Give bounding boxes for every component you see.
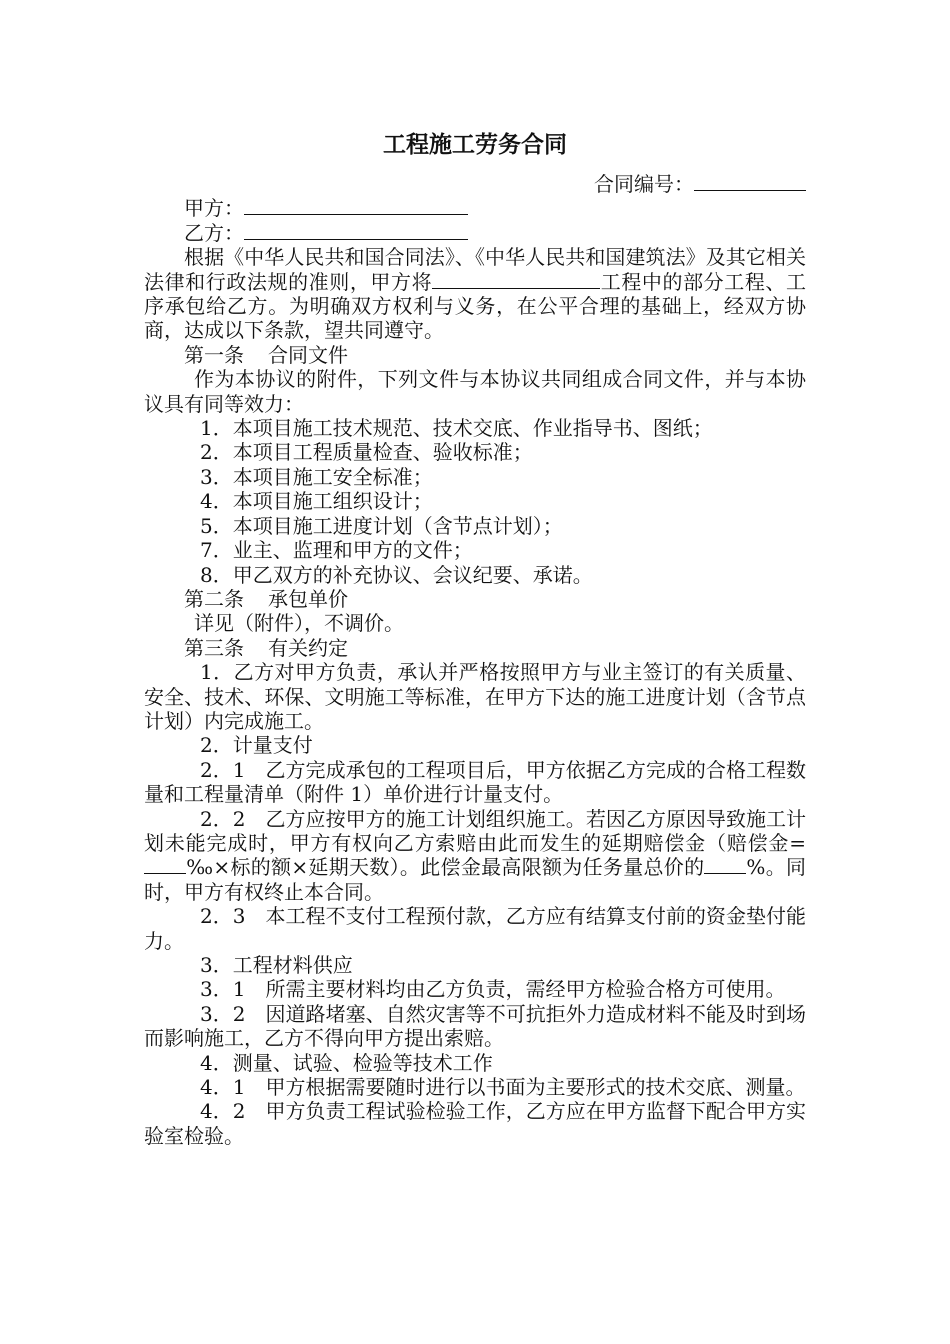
article-3-clause-2-1: 2．1 乙方完成承包的工程项目后，甲方依据乙方完成的合格工程数量和工程量清单（附件 1）单价进行计量支付。	[144, 757, 806, 807]
article-1-body: 作为本协议的附件，下列文件与本协议共同组成合同文件，并与本协议具有同等效力：	[144, 367, 806, 416]
article-3-clause-4-2: 4．2 甲方负责工程试验检验工作，乙方应在甲方监督下配合甲方实验室检验。	[144, 1099, 806, 1148]
article-1-item: 8．甲乙双方的补充协议、会议纪要、承诺。	[200, 562, 593, 587]
article-2-title: 承包单价	[268, 586, 348, 611]
article-1-item: 4．本项目施工组织设计；	[200, 489, 433, 514]
contract-number-line	[144, 172, 806, 196]
article-3-clause-2-3: 2．3 本工程不支付工程预付款，乙方应有结算支付前的资金垫付能力。	[144, 904, 806, 953]
article-3-number: 第三条	[184, 635, 244, 660]
clause-2-2-text-2: ‰×标的额×延期天数）。此偿金最高限额为任务量总价的	[186, 855, 705, 880]
article-3-clause-3: 3．工程材料供应	[200, 953, 353, 977]
contract-number-label: 合同编号：	[594, 172, 694, 196]
document-title: 工程施工劳务合同	[383, 131, 567, 158]
article-3-clause-4: 4．测量、试验、检验等技术工作	[200, 1050, 493, 1075]
party-a-line	[144, 196, 806, 220]
article-1-item: 2．本项目工程质量检查、验收标准；	[200, 440, 533, 465]
article-1-number: 第一条	[184, 342, 244, 367]
article-1-heading	[144, 343, 806, 367]
clause-2-2-text-3: %。同时，甲方有权终止本合同。	[144, 855, 806, 904]
article-1-item: 1．本项目施工技术规范、技术交底、作业指导书、图纸；	[200, 416, 713, 441]
party-b-blank	[244, 239, 468, 240]
article-3-clause-3-2: 3．2 因道路堵塞、自然灾害等不可抗拒外力造成材料不能及时到场而影响施工，乙方不得向甲方提出索赔。	[144, 1001, 806, 1051]
intro-text-1: 根据《中华人民共和国合同法》、《中华人民共和国建筑法》及其它相关法律和行政法规的准则，甲方将	[144, 245, 806, 294]
article-1-item: 3．本项目施工安全标准；	[200, 464, 433, 489]
contract-number-blank	[694, 190, 806, 191]
party-b-line	[144, 221, 806, 245]
party-a-blank	[244, 214, 468, 215]
article-1-item: 7．业主、监理和甲方的文件；	[200, 538, 473, 563]
article-3-clause-2: 2．计量支付	[200, 733, 313, 758]
project-name-blank	[432, 288, 600, 289]
article-3-clause-3-1: 3．1 所需主要材料均由乙方负责，需经甲方检验合格方可使用。	[200, 977, 786, 1002]
article-2-body: 详见（附件），不调价。	[194, 611, 404, 636]
article-3-clause-1: 1．乙方对甲方负责，承认并严格按照甲方与业主签订的有关质量、安全、技术、环保、文明施工等标准，在甲方下达的施工进度计划（含节点计划）内完成施工。	[144, 660, 806, 733]
intro-text-2: 工程中的部分工程、工序承包给乙方。为明确双方权利与义务，在公平合理的基础上，经双方协商，达成以下条款，望共同遵守。	[144, 269, 807, 343]
intro-paragraph	[144, 245, 806, 343]
article-2-number: 第二条	[184, 586, 244, 611]
compensation-rate-blank	[144, 873, 186, 874]
party-b-label: 乙方：	[184, 220, 244, 245]
clause-2-2-text-1: 2．2 乙方应按甲方的施工计划组织施工。若因乙方原因导致施工计划未能完成时，甲方有权向乙方索赔由此而发生的延期赔偿金（赔偿金=	[144, 806, 806, 855]
article-3-heading	[144, 636, 806, 660]
party-a-label: 甲方：	[184, 196, 244, 221]
article-2-heading	[144, 587, 806, 611]
article-3-title: 有关约定	[268, 635, 348, 660]
compensation-cap-blank	[704, 873, 746, 874]
article-3-clause-2-2	[144, 807, 806, 905]
contract-document	[144, 130, 806, 1148]
article-3-clause-4-1: 4．1 甲方根据需要随时进行以书面为主要形式的技术交底、测量。	[200, 1075, 806, 1100]
article-1-item: 5．本项目施工进度计划（含节点计划）；	[200, 513, 563, 538]
article-1-title: 合同文件	[268, 342, 348, 367]
